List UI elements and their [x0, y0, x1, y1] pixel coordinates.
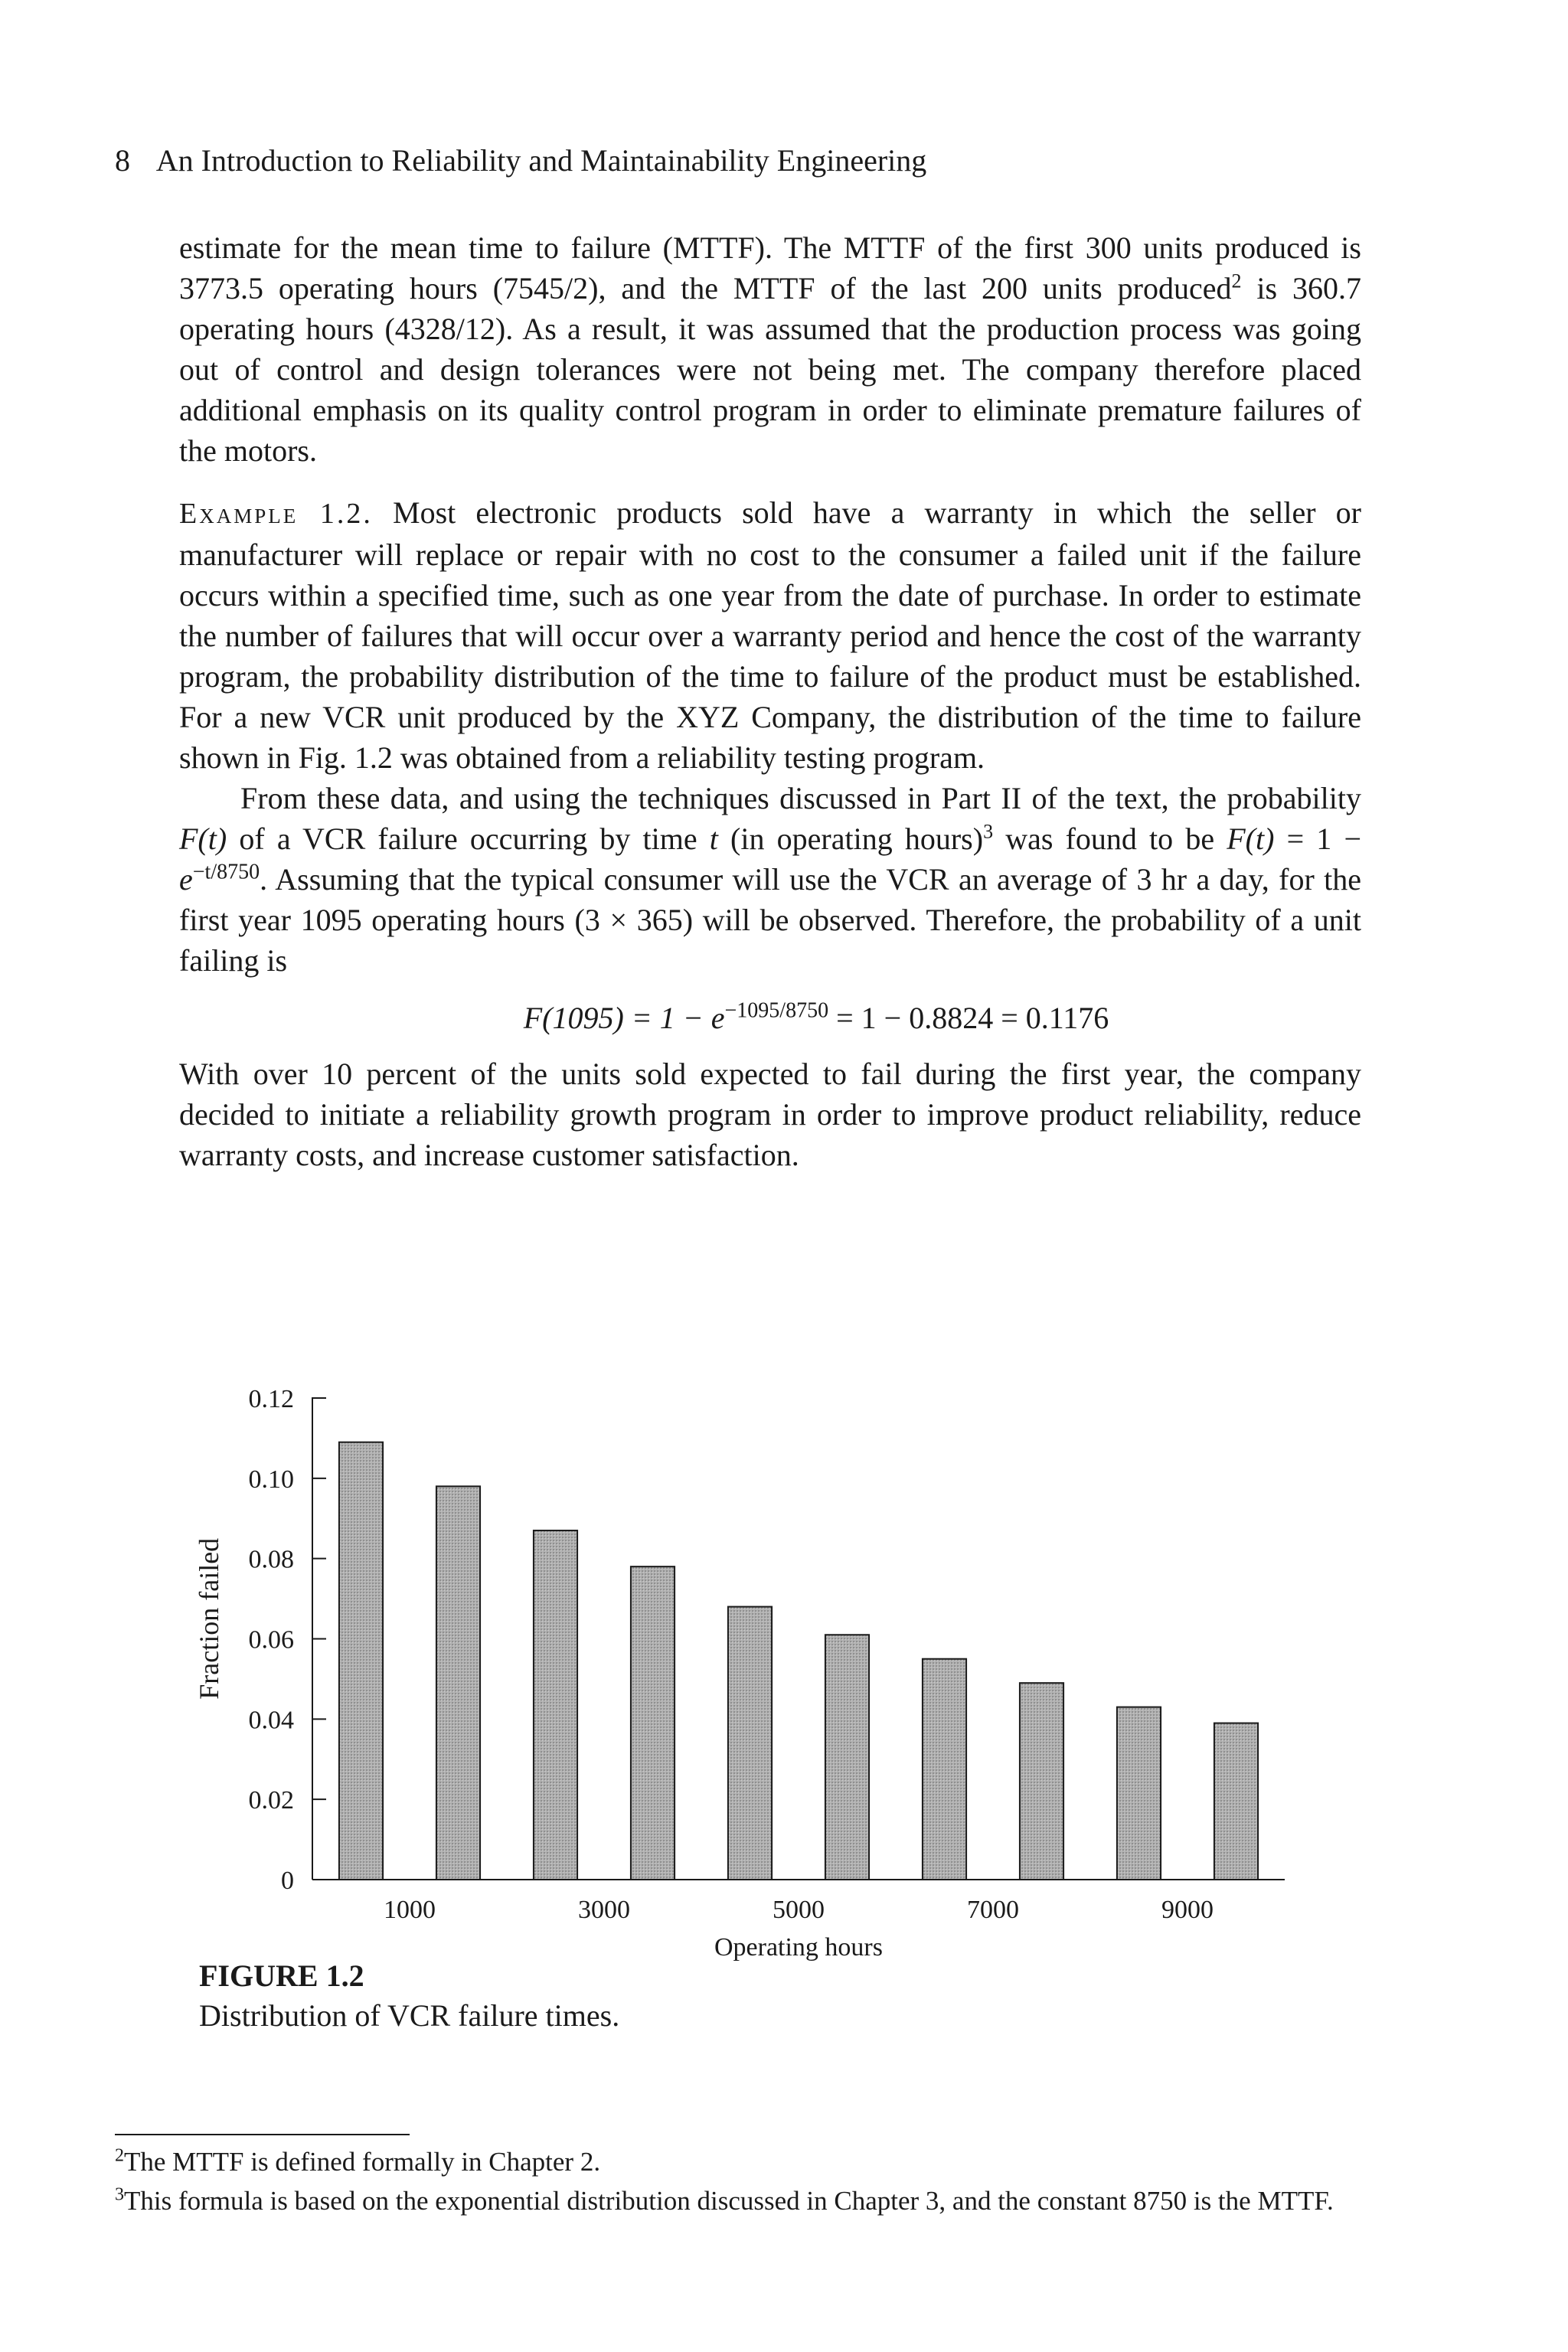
paragraph-mttf — [179, 227, 1361, 471]
x-tick-label: 3000 — [578, 1896, 630, 1924]
bar-9 — [1117, 1707, 1161, 1880]
math-ft: F(t) — [179, 822, 227, 856]
paragraph-text: of a VCR failure occurring by time — [227, 822, 710, 856]
bar-10 — [1214, 1723, 1258, 1880]
paragraph-probability — [179, 778, 1361, 981]
x-axis-title: Operating hours — [714, 1933, 884, 1962]
bar-1 — [339, 1442, 383, 1880]
y-tick-label: 0.10 — [248, 1465, 294, 1494]
example-1-2 — [179, 492, 1361, 1175]
y-tick-label: 0.06 — [248, 1625, 294, 1655]
y-axis-title: Fraction failed — [194, 1537, 224, 1700]
math-exponent: −1095/8750 — [724, 998, 829, 1023]
page-number: 8 — [115, 143, 130, 178]
caption-label: FIGURE 1.2 — [199, 1958, 364, 1993]
footnote-2 — [115, 2144, 1370, 2180]
y-tick-label: 0 — [281, 1867, 294, 1895]
running-head — [115, 142, 926, 179]
math-e: e — [710, 1001, 725, 1035]
equation-rhs: = 1 − 0.8824 = 0.1176 — [828, 1001, 1109, 1035]
paragraph-text: is 360.7 operating hours (4328/12). As a result, it was assumed that the production process was going out of control and design tolerances were not being met. The company therefore placed additional emphasis on its quality control program in order to eliminate premature failures of the motors. — [179, 271, 1361, 468]
example-label: Example 1.2. — [179, 498, 373, 530]
caption-text: Distribution of VCR failure times. — [199, 1998, 620, 2033]
paragraph-text: (in operating hours) — [717, 822, 984, 856]
bar-4 — [631, 1566, 675, 1880]
bar-2 — [436, 1486, 480, 1880]
x-tick-label: 7000 — [967, 1896, 1019, 1924]
equation-lhs: F(1095) = 1 − — [523, 1001, 711, 1035]
y-tick-label: 0.02 — [248, 1786, 294, 1815]
figure-1-2 — [176, 1267, 1294, 1962]
y-tick-label: 0.08 — [248, 1545, 294, 1574]
bar-8 — [1020, 1683, 1063, 1880]
example-text: Most electronic products sold have a warranty in which the seller or manufacturer will replace or repair with no cost to the consumer a failed unit if the failure occurs within a specified time, such as one year from the date of purchase. In order to estimate the number of failures that will occur over a warranty period and hence the cost of the warranty program, the probability distribution of the time to failure of the product must be established. For a new VCR unit produced by the XYZ Company, the distribution of the time to failure shown in Fig. 1.2 was obtained from a reliability testing program. — [179, 495, 1361, 775]
paragraph-text: estimate for the mean time to failure (MTTF). The MTTF of the first 300 units produced is 3773.5 operating hours (7545/2), and the MTTF of the last 200 units produced — [179, 230, 1361, 305]
math-e: e — [179, 862, 193, 897]
figure-caption — [199, 1956, 619, 2036]
bar-7 — [923, 1659, 966, 1880]
book-title: An Introduction to Reliability and Maintainability Engineering — [155, 143, 927, 178]
paragraph-conclusion: With over 10 percent of the units sold expected to fail during the first year, the company decided to initiate a reliability growth program in order to improve product reliability, reduce warranty costs, and increase customer satisfaction. — [179, 1057, 1361, 1172]
footnote-text: The MTTF is defined formally in Chapter 2. — [124, 2147, 601, 2177]
paragraph-text: From these data, and using the techniques discussed in Part II of the text, the probability — [240, 781, 1361, 815]
footnote-ref-2[interactable]: 2 — [1231, 270, 1242, 292]
x-tick-label: 5000 — [773, 1896, 825, 1924]
math-t: t — [709, 822, 718, 856]
footnote-mark: 3 — [115, 2184, 124, 2205]
bar-chart — [176, 1267, 1294, 1962]
bar-5 — [728, 1607, 772, 1880]
footnote-divider — [115, 2134, 410, 2135]
math-ft: F(t) — [1227, 822, 1275, 856]
y-tick-label: 0.12 — [248, 1385, 294, 1413]
y-tick-label: 0.04 — [248, 1706, 294, 1735]
footnote-text: This formula is based on the exponential distribution discussed in Chapter 3, and the constant 8750 is the MTTF. — [124, 2186, 1334, 2216]
x-tick-label: 9000 — [1161, 1896, 1214, 1924]
paragraph-text: was found to be — [993, 822, 1227, 856]
footnote-mark: 2 — [115, 2145, 124, 2166]
bar-3 — [534, 1530, 577, 1880]
footnote-3 — [115, 2183, 1370, 2219]
equation-f1095 — [179, 998, 1361, 1038]
x-tick-label: 1000 — [384, 1896, 436, 1924]
footnote-ref-3[interactable]: 3 — [983, 820, 994, 843]
footnotes — [115, 2144, 1370, 2222]
paragraph-text: . Assuming that the typical consumer will use the VCR an average of 3 hr a day, for the first year 1095 operating hours (3 × 365) will be observed. Therefore, the probability of a unit failing is — [179, 862, 1361, 978]
math-exponent: −t/8750 — [192, 860, 260, 884]
bar-6 — [825, 1635, 869, 1880]
math-text: = 1 − — [1274, 822, 1362, 856]
